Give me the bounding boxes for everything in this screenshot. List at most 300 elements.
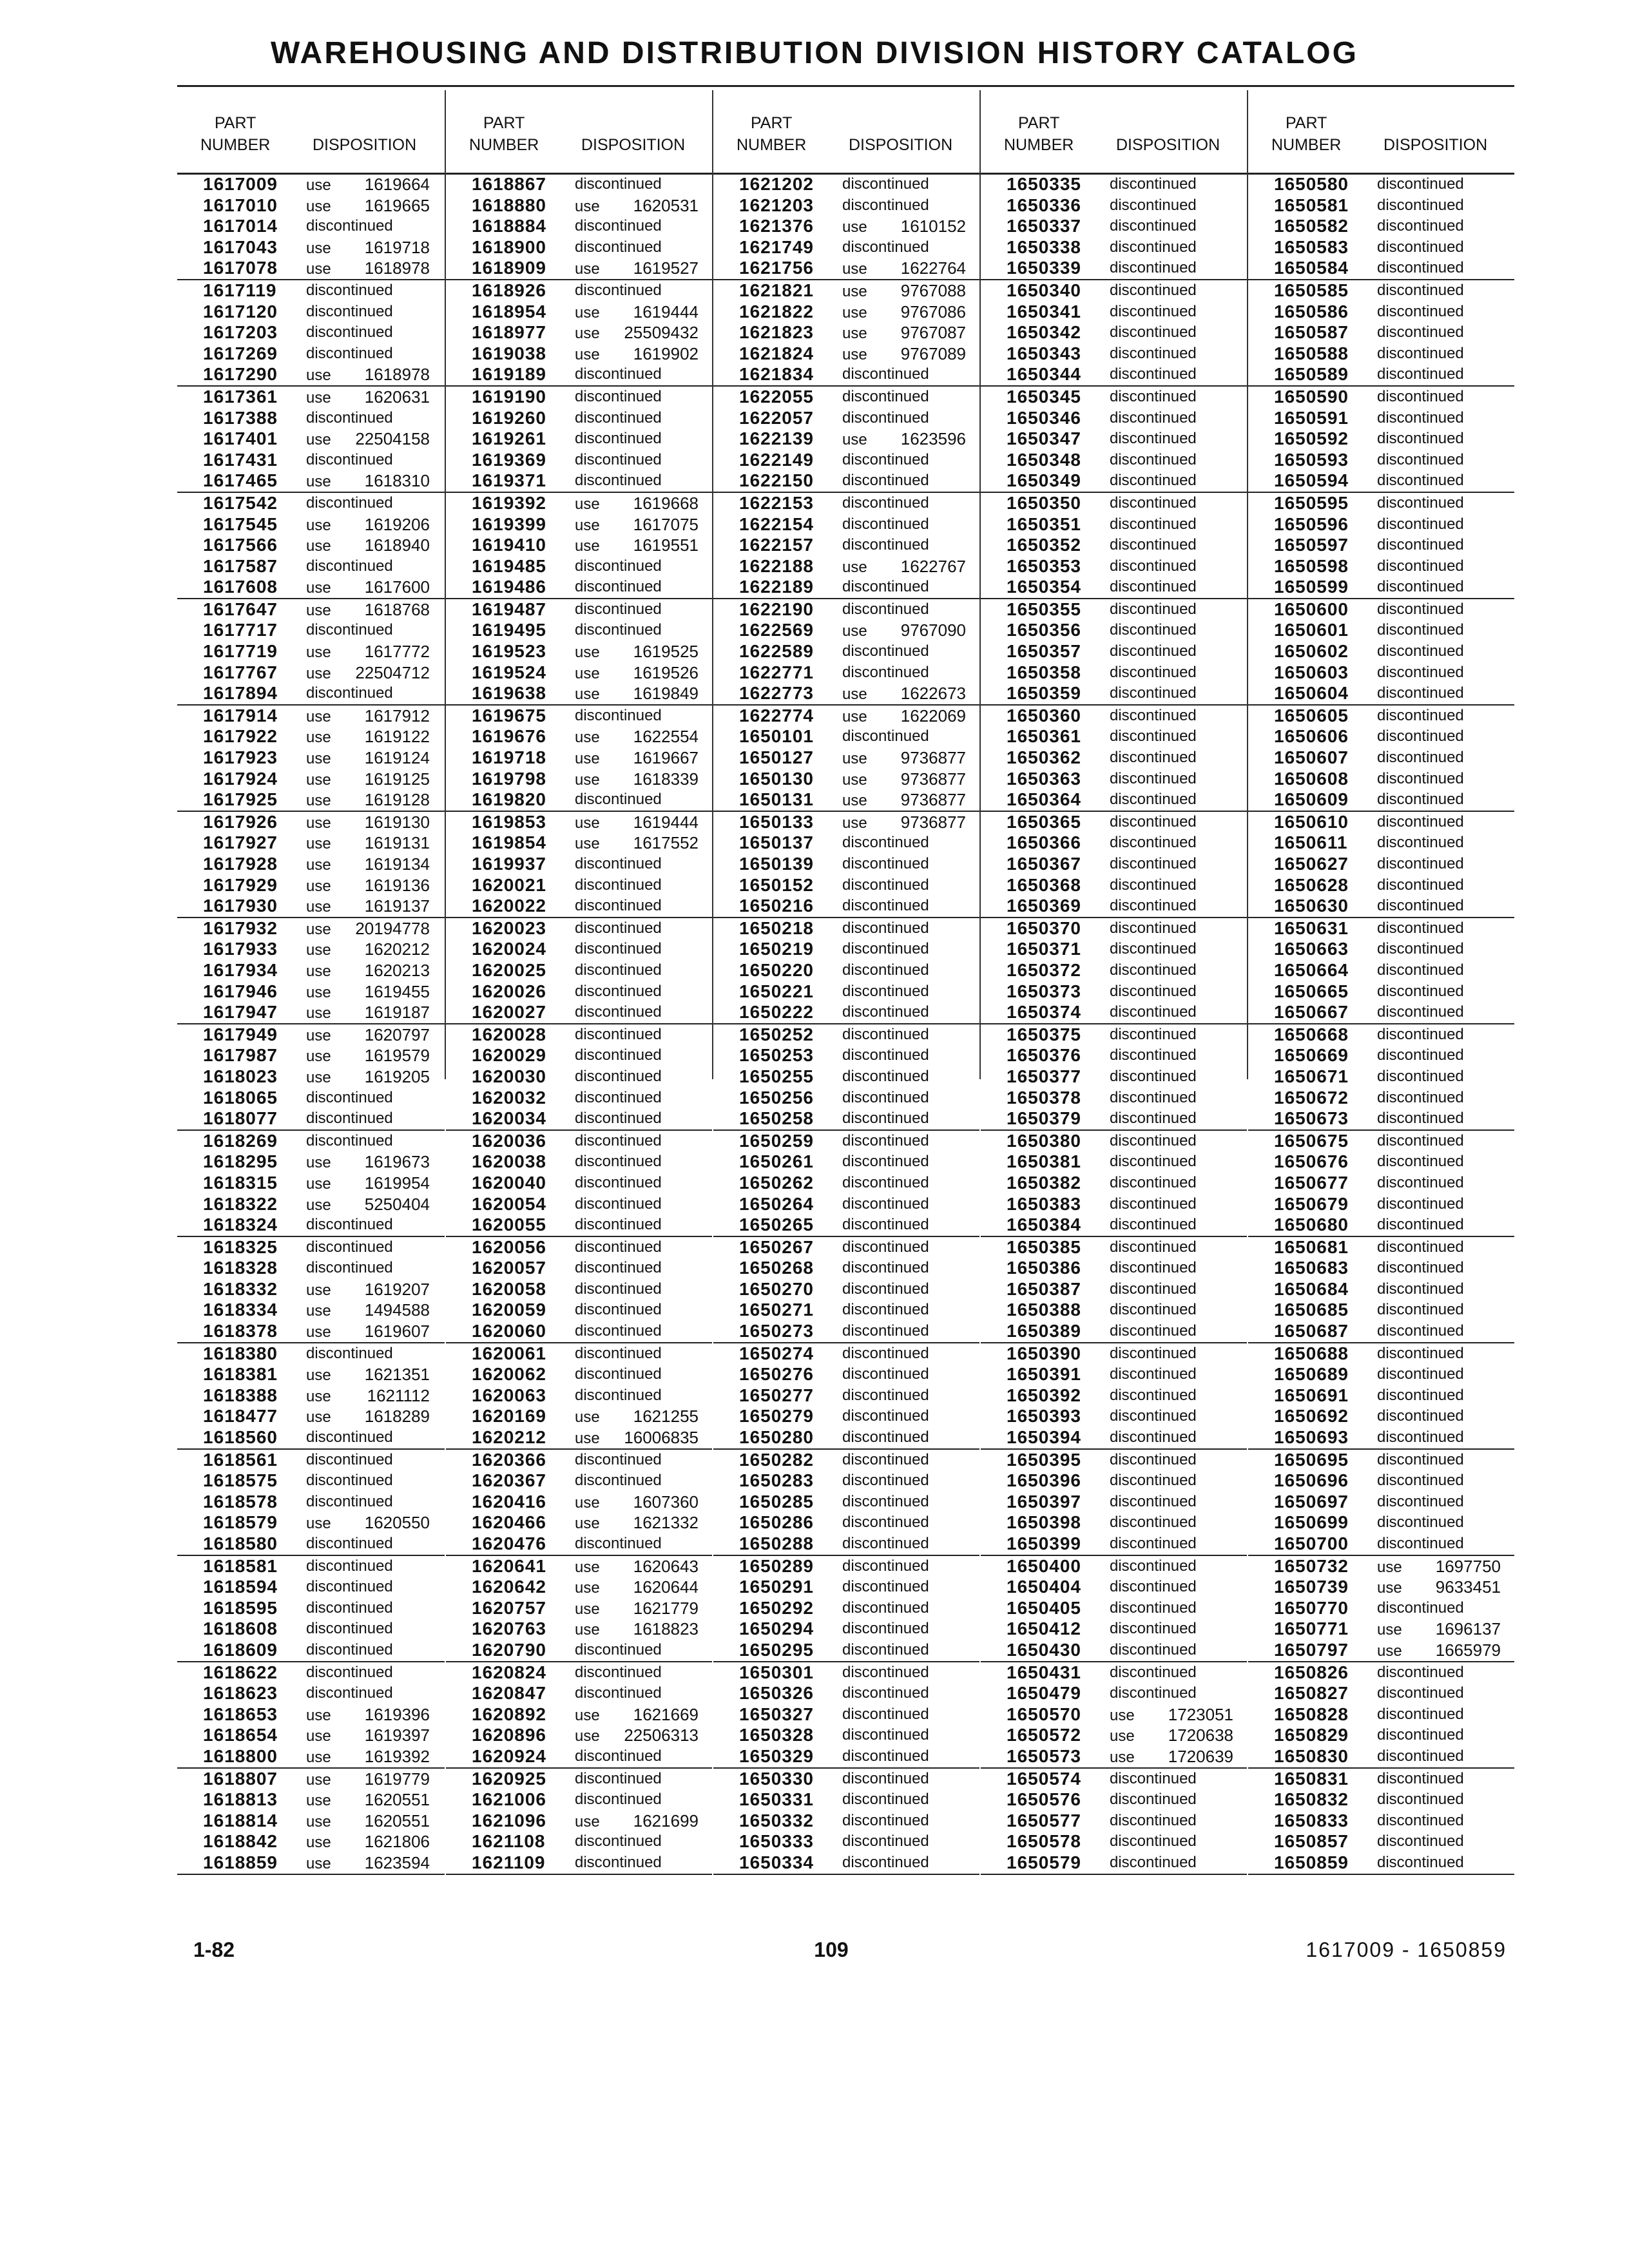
disposition: discontinued xyxy=(306,1259,393,1277)
table-row xyxy=(1248,174,1514,195)
disposition-use: use xyxy=(306,177,331,194)
disposition xyxy=(842,683,966,706)
part-number: 1620061 xyxy=(472,1343,547,1363)
disposition-use: use xyxy=(575,345,600,363)
table-row xyxy=(177,706,445,727)
table-row xyxy=(981,1002,1247,1023)
part-number: 1650604 xyxy=(1274,683,1349,704)
disposition: discontinued xyxy=(1110,515,1197,533)
table-row xyxy=(177,1066,445,1088)
part-number: 1620925 xyxy=(472,1768,547,1789)
replacement-part-number: 1620551 xyxy=(364,1811,430,1831)
disposition: discontinued xyxy=(842,1280,929,1298)
disposition: discontinued xyxy=(1377,706,1464,724)
disposition xyxy=(306,1789,430,1812)
table-row xyxy=(177,875,445,896)
disposition: discontinued xyxy=(1377,749,1464,767)
row-group xyxy=(1248,387,1514,493)
disposition: discontinued xyxy=(1377,536,1464,554)
disposition: discontinued xyxy=(1110,1791,1197,1809)
disposition-use: use xyxy=(306,431,331,449)
table-row xyxy=(446,364,712,385)
table-row xyxy=(1248,875,1514,896)
part-number: 1617587 xyxy=(203,555,278,576)
part-number: 1650669 xyxy=(1274,1045,1349,1066)
replacement-part-number: 1610152 xyxy=(900,216,966,236)
row-group xyxy=(446,1237,712,1343)
table-row xyxy=(713,1002,979,1023)
part-number: 1650667 xyxy=(1274,1002,1349,1023)
table-row xyxy=(981,1683,1247,1704)
row-group xyxy=(446,1662,712,1769)
row-group xyxy=(713,812,979,918)
table-row xyxy=(446,769,712,790)
disposition: discontinued xyxy=(1110,1450,1197,1468)
column-header xyxy=(981,90,1247,174)
table-row xyxy=(713,1450,979,1471)
disposition-use: use xyxy=(306,983,331,1001)
part-number: 1620757 xyxy=(472,1597,547,1618)
disposition: discontinued xyxy=(306,344,393,362)
table-row xyxy=(981,577,1247,598)
table-row xyxy=(713,514,979,535)
table-row xyxy=(981,1470,1247,1492)
part-number: 1619638 xyxy=(472,683,547,704)
replacement-part-number: 1720639 xyxy=(1168,1746,1233,1766)
table-row xyxy=(177,174,445,195)
catalog-column xyxy=(177,90,445,1872)
disposition xyxy=(306,1194,430,1216)
part-number: 1650695 xyxy=(1274,1449,1349,1470)
header-number-label: NUMBER xyxy=(1271,136,1342,154)
part-number: 1650367 xyxy=(1007,854,1082,874)
disposition: discontinued xyxy=(842,1769,929,1787)
part-number: 1650574 xyxy=(1007,1768,1082,1789)
table-row xyxy=(446,1789,712,1811)
replacement-part-number: 1619665 xyxy=(364,195,430,215)
replacement-part-number: 1622767 xyxy=(900,556,966,576)
part-number: 1650383 xyxy=(1007,1193,1082,1214)
table-row xyxy=(177,1470,445,1492)
table-row xyxy=(177,1769,445,1790)
replacement-part-number: 22504712 xyxy=(355,662,430,682)
table-row xyxy=(446,577,712,598)
table-row xyxy=(177,1045,445,1066)
table-row xyxy=(177,1619,445,1640)
part-number: 1650664 xyxy=(1274,959,1349,980)
table-row xyxy=(713,1598,979,1619)
part-number: 1617465 xyxy=(203,470,278,491)
disposition: discontinued xyxy=(575,919,662,937)
part-number: 1619190 xyxy=(472,386,547,407)
table-row xyxy=(177,428,445,450)
part-number: 1620028 xyxy=(472,1024,547,1044)
part-number: 1620021 xyxy=(472,874,547,895)
disposition: discontinued xyxy=(1110,1280,1197,1298)
table-row xyxy=(981,535,1247,556)
disposition xyxy=(1110,1746,1233,1769)
disposition: discontinued xyxy=(842,834,929,852)
catalog-column xyxy=(1247,90,1514,1872)
table-row xyxy=(981,556,1247,577)
disposition-use: use xyxy=(575,303,600,322)
table-row xyxy=(1248,1215,1514,1236)
table-row xyxy=(1248,812,1514,833)
disposition-use: use xyxy=(1377,1642,1402,1660)
table-row xyxy=(1248,195,1514,216)
part-number: 1618578 xyxy=(203,1491,278,1512)
disposition: discontinued xyxy=(1377,1322,1464,1340)
table-row xyxy=(1248,1406,1514,1427)
part-number: 1650676 xyxy=(1274,1151,1349,1172)
part-number: 1617914 xyxy=(203,705,278,726)
disposition: discontinued xyxy=(842,600,929,618)
row-group xyxy=(713,706,979,812)
disposition-use: use xyxy=(842,218,867,236)
disposition-use: use xyxy=(575,1515,600,1533)
disposition-use: use xyxy=(575,835,600,853)
replacement-part-number: 22506313 xyxy=(624,1725,699,1745)
table-row xyxy=(446,1088,712,1109)
row-group xyxy=(1248,1343,1514,1450)
disposition-use: use xyxy=(575,814,600,832)
part-number: 1650375 xyxy=(1007,1024,1082,1044)
part-number: 1650391 xyxy=(1007,1364,1082,1385)
disposition-use: use xyxy=(306,1004,331,1023)
disposition: discontinued xyxy=(575,1025,662,1043)
replacement-part-number: 1619122 xyxy=(364,727,430,747)
table-row xyxy=(177,769,445,790)
disposition: discontinued xyxy=(1110,1599,1197,1617)
replacement-part-number: 1619527 xyxy=(633,258,699,278)
part-number: 1617929 xyxy=(203,874,278,895)
part-number: 1650831 xyxy=(1274,1768,1349,1789)
table-row xyxy=(177,408,445,429)
part-number: 1650576 xyxy=(1007,1789,1082,1810)
disposition-use: use xyxy=(575,260,600,278)
part-number: 1617566 xyxy=(203,535,278,555)
row-group xyxy=(713,1450,979,1556)
part-number: 1650677 xyxy=(1274,1172,1349,1193)
part-number: 1650294 xyxy=(739,1619,815,1639)
table-row xyxy=(1248,706,1514,727)
part-number: 1620025 xyxy=(472,959,547,980)
part-number: 1650291 xyxy=(739,1577,815,1597)
disposition-use: use xyxy=(842,622,867,640)
part-number: 1618842 xyxy=(203,1831,278,1852)
disposition-use: use xyxy=(575,729,600,747)
replacement-part-number: 1697750 xyxy=(1435,1556,1501,1576)
part-number: 1622139 xyxy=(739,428,815,449)
disposition-use: use xyxy=(575,664,600,682)
disposition xyxy=(306,514,430,537)
table-row xyxy=(177,1427,445,1448)
replacement-part-number: 1619664 xyxy=(364,175,430,194)
disposition xyxy=(842,747,966,770)
table-row xyxy=(981,1831,1247,1852)
disposition-use: use xyxy=(306,1323,331,1341)
table-row xyxy=(981,620,1247,641)
table-row xyxy=(177,1321,445,1342)
table-row xyxy=(713,1066,979,1088)
footer-part-range: 1617009 - 1650859 xyxy=(1306,1938,1507,1961)
table-row xyxy=(981,1598,1247,1619)
table-row xyxy=(981,1300,1247,1321)
part-number: 1617545 xyxy=(203,514,278,534)
disposition: discontinued xyxy=(575,1301,662,1319)
title-rule xyxy=(177,85,1514,87)
disposition xyxy=(842,428,966,451)
disposition xyxy=(306,1173,430,1195)
disposition: discontinued xyxy=(842,855,929,872)
part-number: 1650130 xyxy=(739,768,815,789)
part-number: 1650583 xyxy=(1274,236,1349,257)
disposition: discontinued xyxy=(575,1747,662,1765)
table-row xyxy=(1248,1343,1514,1365)
part-number: 1650338 xyxy=(1007,236,1082,257)
disposition-use: use xyxy=(306,1302,331,1320)
part-number: 1619487 xyxy=(472,599,547,619)
disposition: discontinued xyxy=(842,1620,929,1638)
row-group xyxy=(1248,1556,1514,1662)
disposition: discontinued xyxy=(1377,1280,1464,1298)
disposition: discontinued xyxy=(1110,1557,1197,1575)
table-row xyxy=(713,1108,979,1129)
replacement-part-number: 9767087 xyxy=(900,323,966,343)
column-header xyxy=(446,90,712,174)
disposition xyxy=(842,706,966,728)
table-row xyxy=(713,1194,979,1215)
table-row xyxy=(981,1131,1247,1152)
part-number: 1617647 xyxy=(203,599,278,619)
disposition xyxy=(575,1725,699,1747)
table-row xyxy=(177,1194,445,1215)
part-number: 1619853 xyxy=(472,811,547,832)
part-number: 1617925 xyxy=(203,789,278,810)
disposition: discontinued xyxy=(1110,961,1197,979)
part-number: 1650399 xyxy=(1007,1533,1082,1553)
replacement-part-number: 1621332 xyxy=(633,1513,699,1533)
table-row xyxy=(713,258,979,279)
table-row xyxy=(446,1237,712,1258)
part-number: 1650829 xyxy=(1274,1725,1349,1745)
part-number: 1650283 xyxy=(739,1470,815,1491)
disposition: discontinued xyxy=(1377,238,1464,256)
disposition xyxy=(306,706,430,728)
replacement-part-number: 1621351 xyxy=(364,1365,430,1385)
replacement-part-number: 25509432 xyxy=(624,323,699,343)
row-group xyxy=(713,599,979,706)
table-row xyxy=(981,896,1247,917)
table-row xyxy=(981,875,1247,896)
part-number-header xyxy=(1004,112,1074,156)
disposition-use: use xyxy=(575,644,600,662)
part-number: 1650252 xyxy=(739,1024,815,1044)
table-row xyxy=(1248,1173,1514,1194)
disposition: discontinued xyxy=(575,1280,662,1298)
disposition xyxy=(575,641,699,664)
table-row xyxy=(981,1045,1247,1066)
part-number: 1650665 xyxy=(1274,981,1349,1001)
table-row xyxy=(177,1002,445,1023)
part-number: 1650771 xyxy=(1274,1619,1349,1639)
replacement-part-number: 1618978 xyxy=(364,258,430,278)
part-number: 1622153 xyxy=(739,492,815,513)
part-number: 1650342 xyxy=(1007,322,1082,343)
disposition xyxy=(306,662,430,685)
part-number: 1618065 xyxy=(203,1087,278,1108)
disposition xyxy=(575,747,699,770)
disposition: discontinued xyxy=(842,1726,929,1744)
table-row xyxy=(177,237,445,258)
part-number: 1650589 xyxy=(1274,364,1349,385)
disposition: discontinued xyxy=(842,1046,929,1064)
table-row xyxy=(1248,387,1514,408)
disposition xyxy=(1377,1619,1501,1641)
disposition xyxy=(306,789,430,812)
part-number: 1619523 xyxy=(472,641,547,662)
row-group xyxy=(713,493,979,599)
disposition: discontinued xyxy=(575,1046,662,1064)
disposition: discontinued xyxy=(575,281,662,299)
row-group xyxy=(177,1450,445,1556)
part-number: 1619675 xyxy=(472,705,547,726)
row-group xyxy=(177,280,445,387)
disposition: discontinued xyxy=(842,387,929,405)
part-number: 1650271 xyxy=(739,1300,815,1320)
table-row xyxy=(713,450,979,471)
table-row xyxy=(177,896,445,917)
disposition: discontinued xyxy=(306,1578,393,1596)
disposition: discontinued xyxy=(1377,1769,1464,1787)
part-number: 1618575 xyxy=(203,1470,278,1491)
table-row xyxy=(1248,450,1514,471)
part-number: 1650591 xyxy=(1274,407,1349,428)
table-row xyxy=(446,832,712,854)
disposition xyxy=(306,641,430,664)
table-row xyxy=(446,450,712,471)
column-header xyxy=(177,90,445,174)
disposition: discontinued xyxy=(306,1640,393,1658)
disposition: discontinued xyxy=(842,578,929,596)
table-row xyxy=(177,450,445,471)
disposition: discontinued xyxy=(1377,961,1464,979)
table-row xyxy=(446,428,712,450)
disposition: discontinued xyxy=(1110,749,1197,767)
table-row xyxy=(981,237,1247,258)
row-group xyxy=(446,1024,712,1131)
table-row xyxy=(446,174,712,195)
part-number: 1650607 xyxy=(1274,747,1349,768)
disposition: discontinued xyxy=(306,621,393,639)
table-row xyxy=(713,322,979,343)
part-number: 1620924 xyxy=(472,1745,547,1766)
table-row xyxy=(177,1492,445,1513)
part-number: 1650673 xyxy=(1274,1108,1349,1129)
disposition xyxy=(306,1769,430,1791)
disposition: discontinued xyxy=(1377,1450,1464,1468)
disposition xyxy=(306,1045,430,1068)
part-number: 1650672 xyxy=(1274,1087,1349,1108)
disposition: discontinued xyxy=(1110,1407,1197,1425)
table-row xyxy=(1248,1258,1514,1279)
row-group xyxy=(713,1131,979,1237)
table-row xyxy=(1248,535,1514,556)
replacement-part-number: 9736877 xyxy=(900,790,966,810)
replacement-part-number: 1621112 xyxy=(367,1385,430,1405)
part-number: 1620416 xyxy=(472,1491,547,1512)
table-row xyxy=(177,322,445,343)
disposition: discontinued xyxy=(306,323,393,341)
replacement-part-number: 1720638 xyxy=(1168,1725,1233,1745)
table-row xyxy=(981,1704,1247,1725)
disposition-use: use xyxy=(306,835,331,853)
table-row xyxy=(177,1279,445,1300)
table-row xyxy=(981,769,1247,790)
disposition: discontinued xyxy=(1377,1811,1464,1829)
disposition: discontinued xyxy=(842,1791,929,1809)
replacement-part-number: 1619902 xyxy=(633,343,699,363)
table-row xyxy=(177,726,445,747)
replacement-part-number: 1621255 xyxy=(633,1407,699,1427)
table-row xyxy=(446,1194,712,1215)
table-row xyxy=(177,620,445,641)
disposition: discontinued xyxy=(842,1407,929,1425)
disposition: discontinued xyxy=(1110,238,1197,256)
disposition-use: use xyxy=(306,771,331,789)
replacement-part-number: 1619207 xyxy=(364,1279,430,1299)
table-row xyxy=(177,1450,445,1471)
disposition: discontinued xyxy=(1110,430,1197,448)
part-number: 1650663 xyxy=(1274,939,1349,959)
part-number: 1650611 xyxy=(1274,832,1348,853)
disposition-use: use xyxy=(306,1367,331,1385)
disposition xyxy=(306,1704,430,1727)
table-row xyxy=(177,1556,445,1577)
disposition: discontinued xyxy=(1377,1684,1464,1702)
part-number: 1620024 xyxy=(472,939,547,959)
part-number: 1618813 xyxy=(203,1789,278,1810)
disposition xyxy=(575,535,699,557)
disposition: discontinued xyxy=(1110,1663,1197,1681)
part-number: 1618381 xyxy=(203,1364,278,1385)
replacement-part-number: 1621806 xyxy=(364,1832,430,1852)
table-row xyxy=(713,1321,979,1342)
row-group xyxy=(1248,599,1514,706)
replacement-part-number: 1618339 xyxy=(633,769,699,789)
disposition: discontinued xyxy=(1110,344,1197,362)
part-number: 1650344 xyxy=(1007,364,1082,385)
table-row xyxy=(446,408,712,429)
table-row xyxy=(1248,1556,1514,1577)
disposition: discontinued xyxy=(1377,175,1464,193)
part-number: 1617922 xyxy=(203,726,278,747)
disposition: discontinued xyxy=(575,217,662,235)
table-row xyxy=(177,918,445,939)
table-row xyxy=(981,1151,1247,1173)
disposition: discontinued xyxy=(575,1769,662,1787)
table-row xyxy=(713,789,979,811)
disposition: discontinued xyxy=(842,1535,929,1552)
part-number: 1650265 xyxy=(739,1215,815,1235)
part-number: 1650397 xyxy=(1007,1491,1082,1512)
part-number: 1650286 xyxy=(739,1512,815,1533)
part-number: 1650216 xyxy=(739,896,815,916)
disposition-use: use xyxy=(306,1048,331,1066)
table-row xyxy=(446,662,712,684)
disposition: discontinued xyxy=(1377,365,1464,383)
disposition xyxy=(306,981,430,1004)
